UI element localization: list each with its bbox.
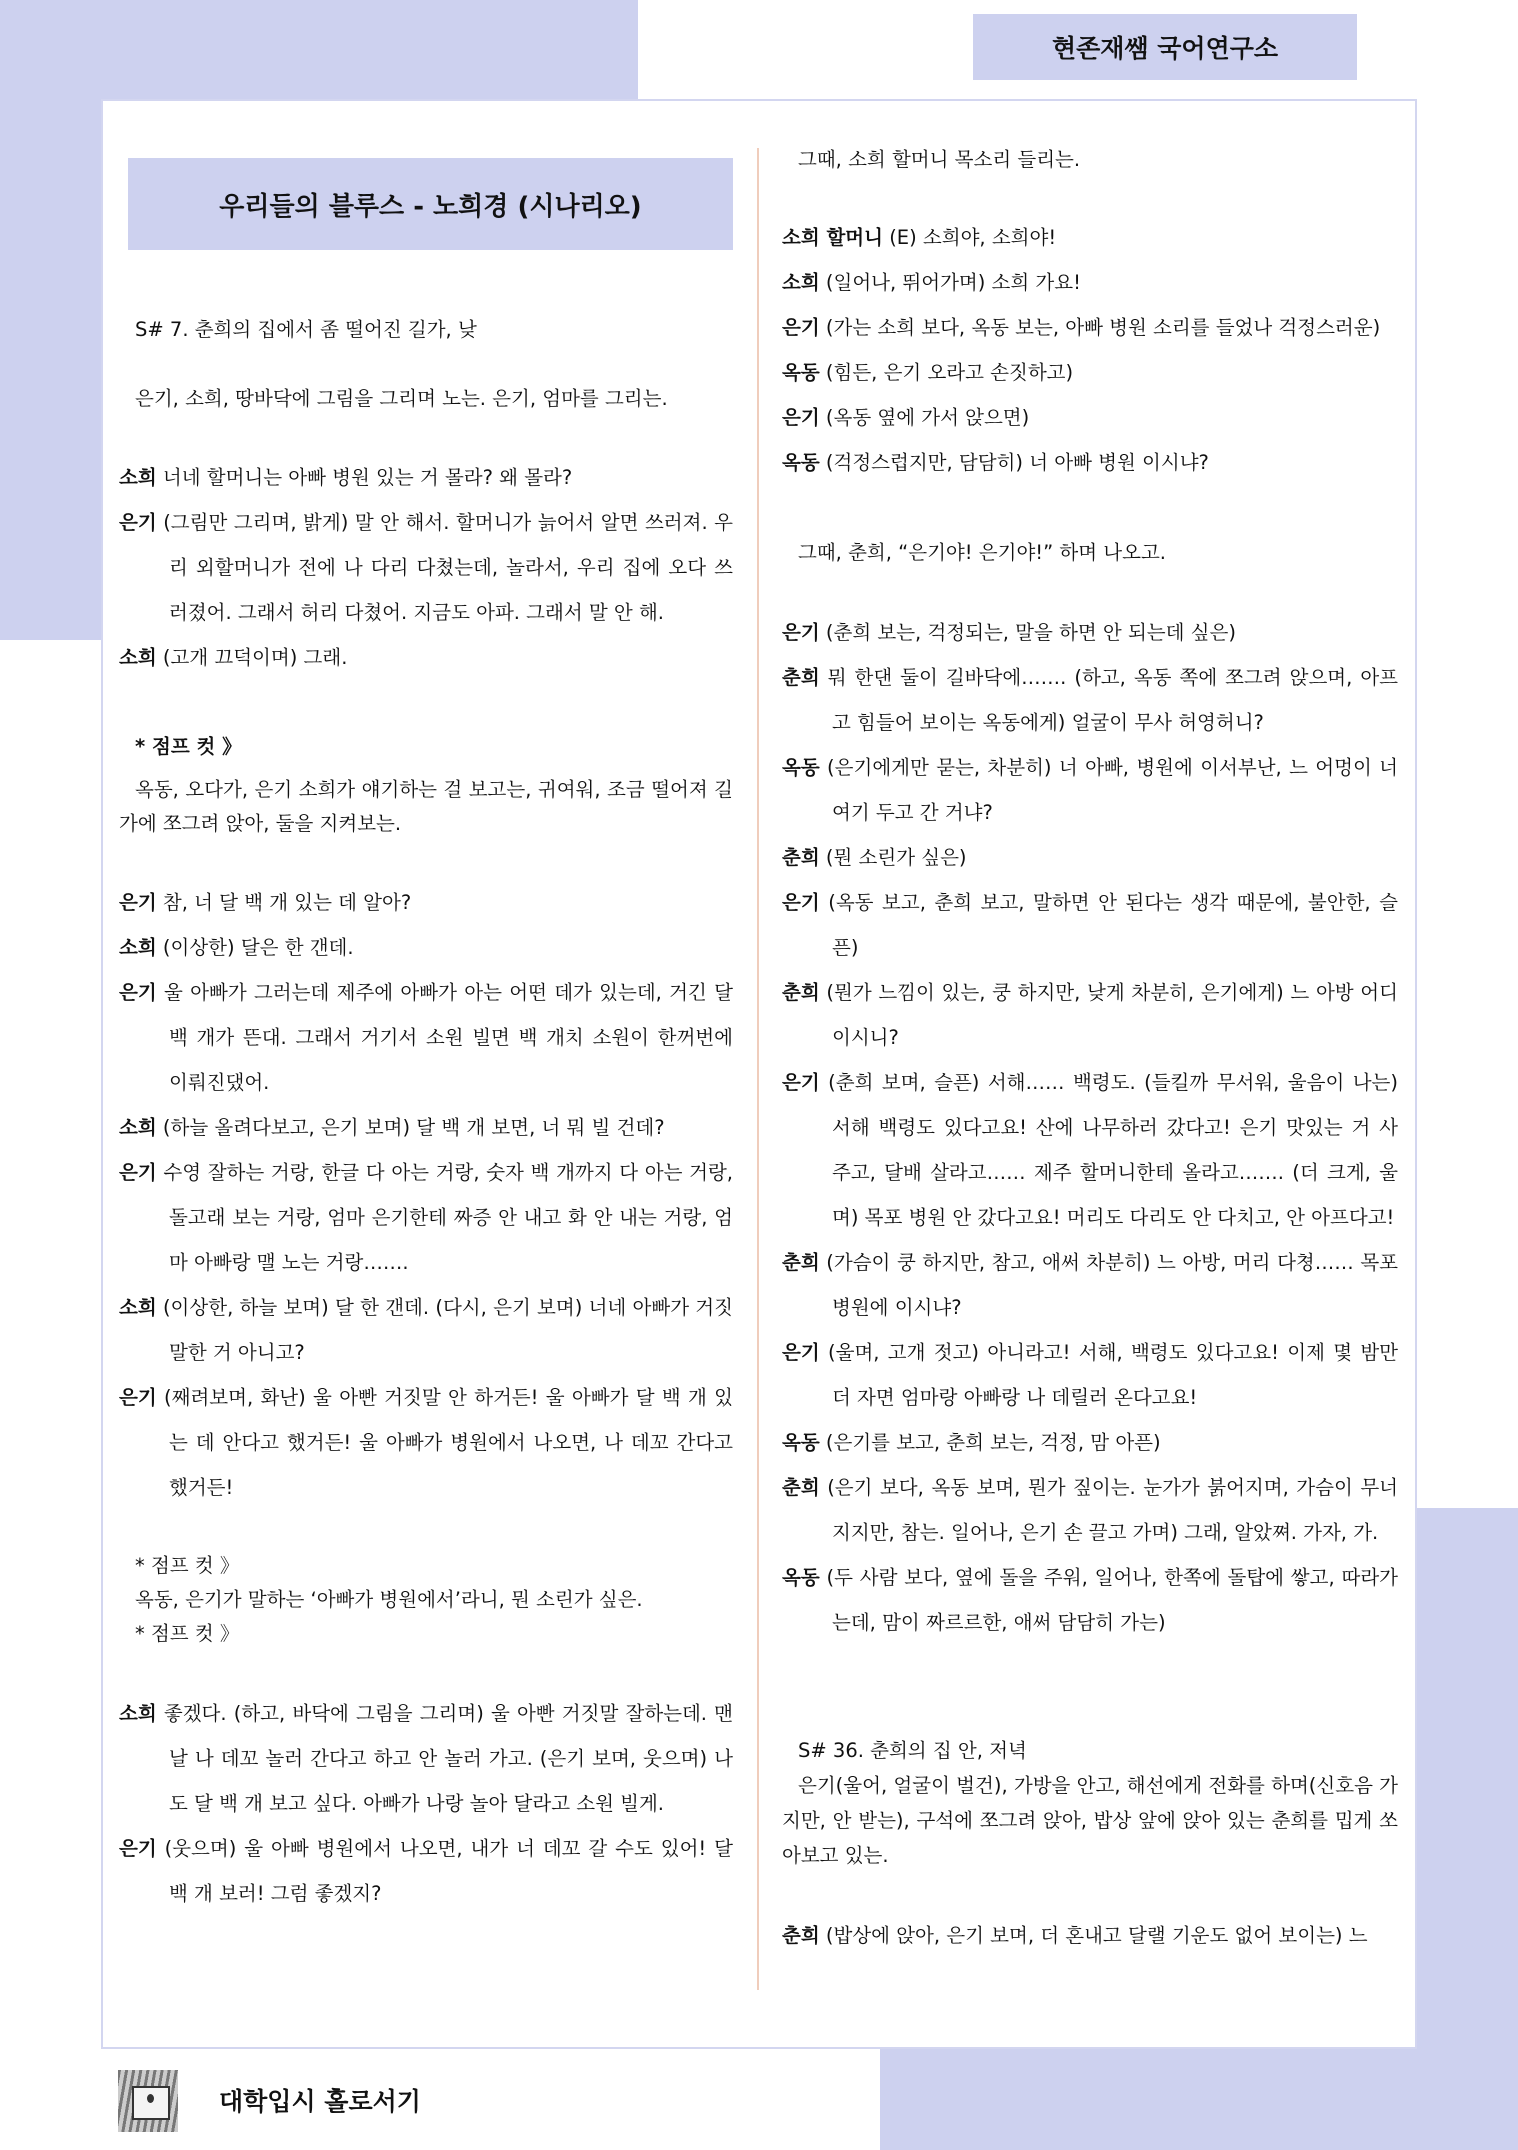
dialogue-text: (걱정스럽지만, 담담히) 너 아빠 병원 이시냐? <box>825 451 1209 474</box>
speaker-name: 춘희 <box>782 666 820 689</box>
dialogue-text: (은기 보다, 옥동 보며, 뭔가 짚이는. 눈가가 붉어지며, 가슴이 무너지지만, 참는. 일어나, 은기 손 끌고 가며) 그래, 알았쪄. 가자, 가. <box>827 1476 1398 1544</box>
dialogue-group <box>782 610 1398 1645</box>
dialogue-text: 참, 너 달 백 개 있는 데 알아? <box>162 891 412 914</box>
dialogue-text: 뭐 한댄 둘이 길바닥에……. (하고, 옥동 쪽에 쪼그려 앉으며, 아프고 힘들어 보이는 옥동에게) 얼굴이 무사 허영허니? <box>827 666 1399 734</box>
dialogue-line <box>782 305 1398 350</box>
dialogue-line <box>782 835 1398 880</box>
speaker-name: 옥동 <box>782 451 820 474</box>
dialogue-text: (고개 끄덕이며) 그래. <box>162 646 348 669</box>
action-line: 그때, 소희 할머니 목소리 들리는. <box>798 148 1081 171</box>
dialogue-text: (E) 소희야, 소희야! <box>889 226 1057 249</box>
dialogue-line <box>119 1826 733 1916</box>
dialogue-text: (일어나, 뛰어가며) 소희 가요! <box>825 271 1081 294</box>
dialogue-text: (힘든, 은기 오라고 손짓하고) <box>825 361 1074 384</box>
action-line: 은기, 소희, 땅바닥에 그림을 그리며 노는. 은기, 엄마를 그리는. <box>135 387 668 410</box>
dialogue-text: (은기에게만 묻는, 차분히) 너 아빠, 병원에 이서부난, 느 어멍이 너 여기 두고 간 거냐? <box>827 756 1398 824</box>
speaker-name: 소희 <box>119 646 157 669</box>
action-line: 옥동, 오다가, 은기 소희가 얘기하는 걸 보고는, 귀여워, 조금 떨어져 길가에 쪼그려 앉아, 둘을 지켜보는. <box>119 778 733 835</box>
dialogue-group <box>782 1913 1398 1958</box>
dialogue-group <box>119 1691 733 1916</box>
dialogue-group <box>119 455 733 680</box>
dialogue-line <box>782 1913 1398 1958</box>
dialogue-text: (울며, 고개 젓고) 아니라고! 서해, 백령도 있다고요! 이제 몇 밤만 더 자면 엄마랑 아빠랑 나 데릴러 온다고요! <box>828 1341 1399 1409</box>
dialogue-line <box>119 880 733 925</box>
dialogue-text: 너네 할머니는 아빠 병원 있는 거 몰라? 왜 몰라? <box>162 466 573 489</box>
speaker-name: 소희 할머니 <box>782 226 883 249</box>
jump-cut-group <box>119 1549 733 1651</box>
dialogue-line <box>119 925 733 970</box>
document-title-box <box>128 158 733 250</box>
dialogue-text: (춘희 보며, 슬픈) 서해…… 백령도. (들킬까 무서워, 울음이 나는) 서해 백령도 있다고요! 산에 나무하러 갔다고! 은기 맛있는 거 사 주고, 달배 살라고…… 제주 할머니한테 올라고……. (더 크게, 울며) 목포 병원 안 갔다고요! 머리도 다리도 안 다치고, 안 아프다고! <box>828 1071 1399 1229</box>
speaker-name: 옥동 <box>782 1431 820 1454</box>
speaker-name: 춘희 <box>782 981 820 1004</box>
column-divider <box>757 148 759 1990</box>
dialogue-line <box>119 1285 733 1375</box>
dialogue-line <box>119 455 733 500</box>
dialogue-line <box>782 655 1398 745</box>
speaker-name: 소희 <box>119 1116 157 1139</box>
speaker-name: 은기 <box>119 891 157 914</box>
dialogue-line <box>782 215 1398 260</box>
dialogue-text: (이상한, 하늘 보며) 달 한 갠데. (다시, 은기 보며) 너네 아빠가 거짓말한 거 아니고? <box>162 1296 733 1364</box>
dialogue-text: 좋겠다. (하고, 바닥에 그림을 그리며) 울 아빤 거짓말 잘하는데. 맨날 나 데꼬 놀러 간다고 하고 안 놀러 가고. (은기 보며, 웃으며) 나도 달 백 개 보고 싶다. 아빠가 나랑 놀아 달라고 소원 빌게. <box>163 1702 734 1815</box>
speaker-name: 은기 <box>119 1386 157 1409</box>
jump-cut-marker: * 점프 컷 》 <box>135 1622 240 1645</box>
speaker-name: 옥동 <box>782 361 820 384</box>
dialogue-text: (이상한) 달은 한 갠데. <box>162 936 354 959</box>
speaker-name: 은기 <box>782 621 820 644</box>
dialogue-text: (두 사람 보다, 옆에 돌을 주워, 일어나, 한쪽에 돌탑에 쌓고, 따라가는데, 맘이 짜르르한, 애써 담담히 가는) <box>826 1566 1399 1634</box>
speaker-name: 춘희 <box>782 1251 820 1274</box>
dialogue-line <box>782 880 1398 970</box>
speaker-name: 춘희 <box>782 846 820 869</box>
dialogue-text: (째려보며, 화난) 울 아빤 거짓말 안 하거든! 울 아빠가 달 백 개 있는 데 안다고 했거든! 울 아빠가 병원에서 나오면, 나 데꼬 간다고 했거든! <box>164 1386 733 1499</box>
speaker-name: 은기 <box>782 891 820 914</box>
dialogue-line <box>782 610 1398 655</box>
dialogue-line <box>782 1420 1398 1465</box>
dialogue-line <box>119 1375 733 1510</box>
dialogue-line <box>119 1150 733 1285</box>
institute-name: 현존재쌤 국어연구소 <box>1051 34 1279 63</box>
speaker-name: 옥동 <box>782 756 820 779</box>
scene-heading: S# 36. 춘희의 집 안, 저녁 <box>798 1739 1027 1762</box>
speaker-name: 소희 <box>782 271 820 294</box>
dialogue-text: 수영 잘하는 거랑, 한글 다 아는 거랑, 숫자 백 개까지 다 아는 거랑, 돌고래 보는 거랑, 엄마 은기한테 짜증 안 내고 화 안 내는 거랑, 엄마 아빠랑 맬 노는 거랑……. <box>163 1161 734 1274</box>
speaker-name: 소희 <box>119 466 157 489</box>
action-line: 옥동, 은기가 말하는 ‘아빠가 병원에서’라니, 뭔 소린가 싶은. <box>135 1588 643 1611</box>
dialogue-text: (뭔가 느낌이 있는, 쿵 하지만, 낮게 차분히, 은기에게) 느 아방 어디 이시니? <box>826 981 1398 1049</box>
document-title: 우리들의 블루스 - 노희경 (시나리오) <box>219 191 642 222</box>
speaker-name: 춘희 <box>782 1476 820 1499</box>
dialogue-text: (춘희 보는, 걱정되는, 말을 하면 안 되는데 싶은) <box>825 621 1236 644</box>
dialogue-line <box>782 260 1398 305</box>
decor-block-bottom <box>880 2047 1518 2150</box>
brand-logo-image <box>118 2070 178 2132</box>
speaker-name: 은기 <box>119 1837 157 1860</box>
dialogue-line <box>782 350 1398 395</box>
dialogue-text: (밥상에 앉아, 은기 보며, 더 혼내고 달랠 기운도 없어 보이는) 느 <box>825 1924 1368 1947</box>
dialogue-group <box>782 215 1398 485</box>
dialogue-line <box>119 1691 733 1826</box>
action-line: 그때, 춘희, “은기야! 은기야!” 하며 나오고. <box>798 541 1166 564</box>
dialogue-line <box>782 395 1398 440</box>
speaker-name: 은기 <box>119 511 157 534</box>
speaker-name: 은기 <box>782 316 820 339</box>
dialogue-text: (가는 소희 보다, 옥동 보는, 아빠 병원 소리를 들었나 걱정스러운) <box>825 316 1381 339</box>
dialogue-text: 울 아빠가 그러는데 제주에 아빠가 아는 어떤 데가 있는데, 거긴 달 백 개가 뜬대. 그래서 거기서 소원 빌면 백 개치 소원이 한꺼번에 이뤄진댔어. <box>164 981 733 1094</box>
action-line: 은기(울어, 얼굴이 벌건), 가방을 안고, 해선에게 전화를 하며(신호음 가지만, 안 받는), 구석에 쪼그려 앉아, 밥상 앞에 앉아 있는 춘희를 밉게 쏘아보고 있는. <box>782 1774 1398 1867</box>
dialogue-text: (웃으며) 울 아빠 병원에서 나오면, 내가 너 데꼬 갈 수도 있어! 달 백 개 보러! 그럼 좋겠지? <box>164 1837 733 1905</box>
speaker-name: 소희 <box>119 936 157 959</box>
speaker-name: 소희 <box>119 1702 157 1725</box>
dialogue-text: (뭔 소린가 싶은) <box>825 846 967 869</box>
speaker-name: 은기 <box>119 981 157 1004</box>
jump-cut-marker: * 점프 컷 》 <box>135 735 242 758</box>
dialogue-line <box>782 1555 1398 1645</box>
dialogue-line <box>119 970 733 1105</box>
jump-cut-marker: * 점프 컷 》 <box>135 1554 240 1577</box>
dialogue-line <box>782 970 1398 1060</box>
dialogue-line <box>782 745 1398 835</box>
dialogue-line <box>782 1465 1398 1555</box>
speaker-name: 은기 <box>782 406 820 429</box>
dialogue-text: (옥동 보고, 춘희 보고, 말하면 안 된다는 생각 때문에, 불안한, 슬픈) <box>828 891 1398 959</box>
dialogue-line <box>782 1060 1398 1240</box>
sign-icon <box>132 2086 170 2120</box>
dialogue-line <box>119 1105 733 1150</box>
dialogue-text: (옥동 옆에 가서 앉으면) <box>825 406 1030 429</box>
dialogue-line <box>119 635 733 680</box>
dialogue-line <box>119 500 733 635</box>
dialogue-line <box>782 1330 1398 1420</box>
dialogue-line <box>782 1240 1398 1330</box>
dialogue-group <box>119 880 733 1510</box>
speaker-name: 은기 <box>782 1341 820 1364</box>
speaker-name: 은기 <box>782 1071 820 1094</box>
left-column <box>119 307 733 1916</box>
dialogue-text: (하늘 올려다보고, 은기 보며) 달 백 개 보면, 너 뭐 빌 건데? <box>162 1116 665 1139</box>
institute-header <box>973 14 1357 80</box>
right-column <box>782 137 1398 1958</box>
speaker-name: 옥동 <box>782 1566 820 1589</box>
speaker-name: 춘희 <box>782 1924 820 1947</box>
dialogue-line <box>782 440 1398 485</box>
dialogue-text: (은기를 보고, 춘희 보는, 걱정, 맘 아픈) <box>825 1431 1161 1454</box>
speaker-name: 소희 <box>119 1296 157 1319</box>
speaker-name: 은기 <box>119 1161 157 1184</box>
footer-brand: 대학입시 홀로서기 <box>219 2087 421 2116</box>
scene-heading: S# 7. 춘희의 집에서 좀 떨어진 길가, 낮 <box>135 318 477 341</box>
dialogue-text: (그림만 그리며, 밝게) 말 안 해서. 할머니가 늙어서 알면 쓰러져. 우리 외할머니가 전에 나 다리 다쳤는데, 놀라서, 우리 집에 오다 쓰러졌어. 그래서 허리 다쳤어. 지금도 아파. 그래서 말 안 해. <box>163 511 733 624</box>
dialogue-text: (가슴이 쿵 하지만, 참고, 애써 차분히) 느 아방, 머리 다쳥…… 목포 병원에 이시냐? <box>826 1251 1398 1319</box>
